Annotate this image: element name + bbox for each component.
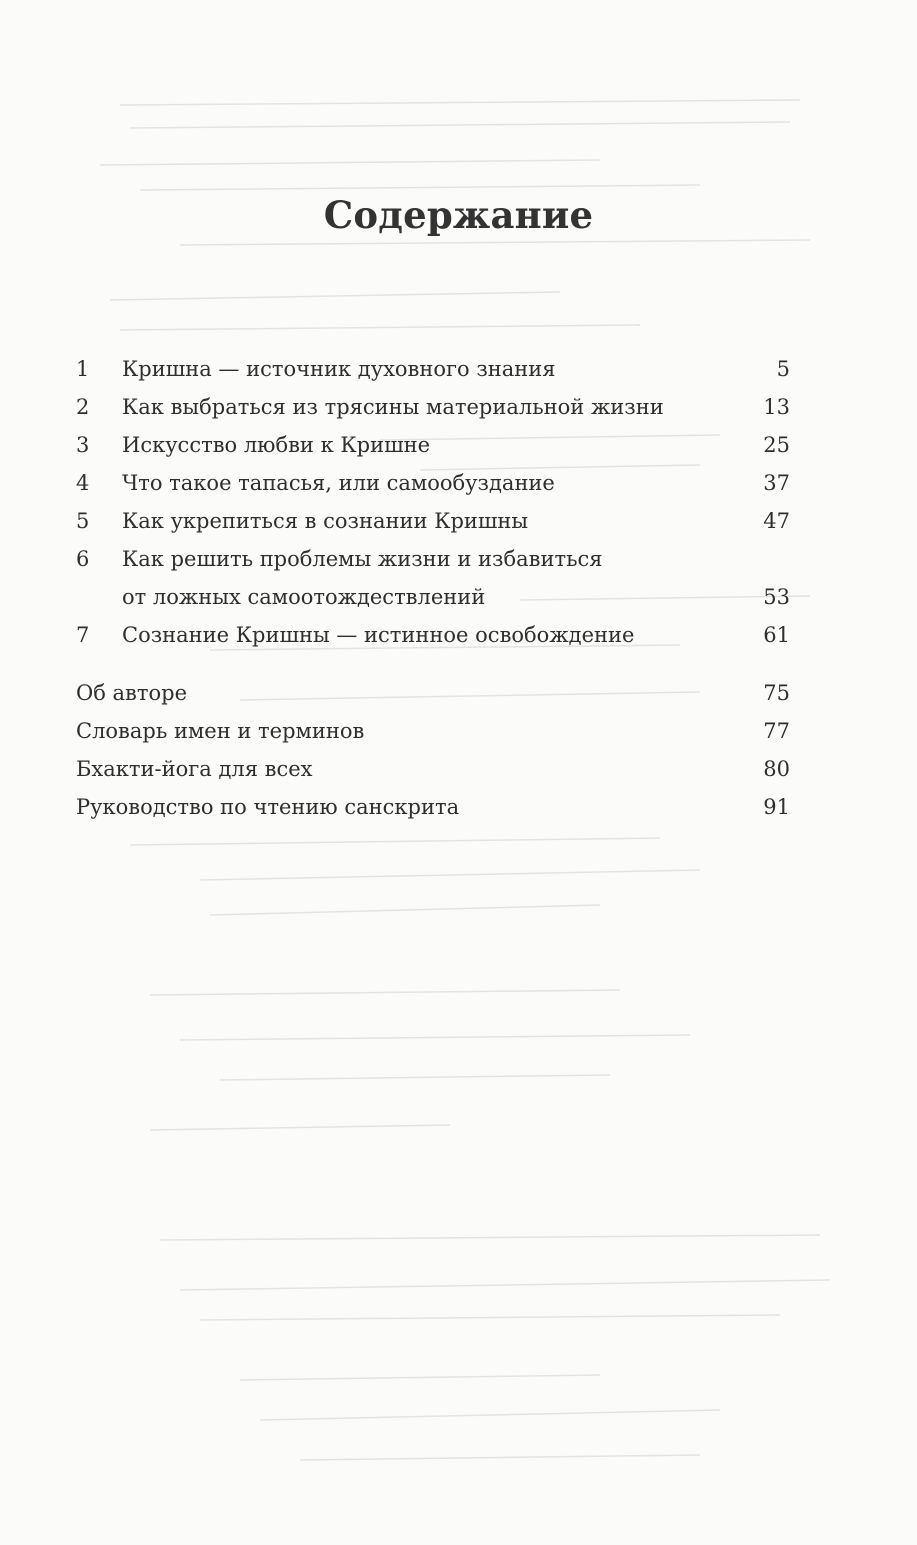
chapter-page: 47 bbox=[763, 509, 790, 533]
chapter-page: 5 bbox=[776, 357, 790, 381]
chapter-title: Как укрепиться в сознании Кришны bbox=[122, 509, 529, 533]
toc-chapter-6[interactable] bbox=[76, 540, 790, 616]
chapter-title: Как решить проблемы жизни и избавиться от ложных самоотождествлений bbox=[122, 547, 603, 609]
back-matter-title: Об авторе bbox=[76, 681, 188, 705]
page-title: Содержание bbox=[323, 193, 594, 237]
back-matter-title: Руководство по чтению санскрита bbox=[76, 795, 460, 819]
chapter-title: Сознание Кришны — истинное освобождение bbox=[122, 623, 635, 647]
toc-chapter-3[interactable] bbox=[76, 426, 790, 464]
toc-about-author[interactable] bbox=[76, 674, 790, 712]
chapter-page: 13 bbox=[763, 395, 790, 419]
chapter-title: Искусство любви к Кришне bbox=[122, 433, 431, 457]
chapter-title: Как выбраться из трясины материальной жизни bbox=[122, 395, 664, 419]
chapter-number: 1 bbox=[76, 357, 90, 381]
chapter-number: 5 bbox=[76, 509, 90, 533]
toc-chapter-2[interactable] bbox=[76, 388, 790, 426]
chapter-page: 37 bbox=[763, 471, 790, 495]
toc-chapter-4[interactable] bbox=[76, 464, 790, 502]
chapter-number: 6 bbox=[76, 547, 90, 571]
section-gap bbox=[76, 654, 790, 674]
chapter-number: 3 bbox=[76, 433, 90, 457]
back-matter-title: Словарь имен и терминов bbox=[76, 719, 365, 743]
toc-chapter-7[interactable] bbox=[76, 616, 790, 654]
chapter-title: Кришна — источник духовного знания bbox=[122, 357, 556, 381]
back-matter-page: 91 bbox=[763, 795, 790, 819]
back-matter-title: Бхакти-йога для всех bbox=[76, 757, 313, 781]
back-matter-page: 80 bbox=[763, 757, 790, 781]
back-matter-page: 75 bbox=[763, 681, 790, 705]
toc-bhakti-yoga[interactable] bbox=[76, 750, 790, 788]
chapter-title: Что такое тапасья, или самообуздание bbox=[122, 471, 555, 495]
chapter-page: 53 bbox=[763, 585, 790, 609]
chapter-number: 2 bbox=[76, 395, 90, 419]
toc-glossary[interactable] bbox=[76, 712, 790, 750]
chapter-number: 7 bbox=[76, 623, 90, 647]
toc-chapter-1[interactable] bbox=[76, 350, 790, 388]
chapter-page: 61 bbox=[763, 623, 790, 647]
table-of-contents bbox=[76, 350, 790, 826]
toc-sanskrit-guide[interactable] bbox=[76, 788, 790, 826]
chapter-page: 25 bbox=[763, 433, 790, 457]
toc-chapter-5[interactable] bbox=[76, 502, 790, 540]
chapter-number: 4 bbox=[76, 471, 90, 495]
back-matter-page: 77 bbox=[763, 719, 790, 743]
